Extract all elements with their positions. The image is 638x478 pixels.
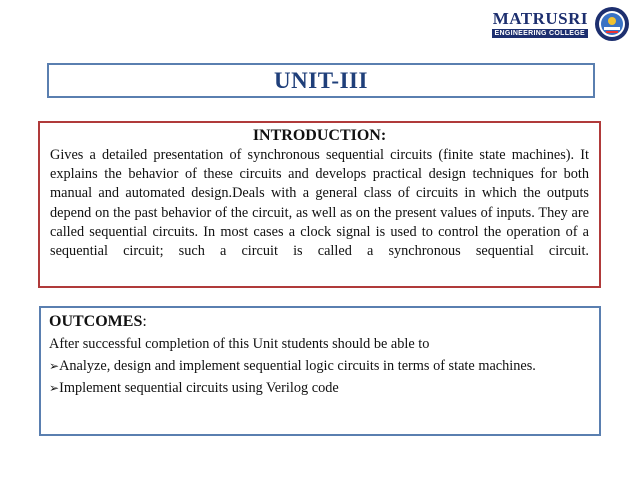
outcomes-heading: OUTCOMES <box>49 313 143 330</box>
outcome-item <box>49 377 591 399</box>
logo-text <box>492 10 589 38</box>
introduction-box <box>38 121 601 288</box>
outcomes-colon: : <box>142 313 147 330</box>
logo-name: MATRUSRI <box>492 9 588 28</box>
arrow-bullet-icon: ➢ <box>49 359 60 373</box>
unit-title: UNIT-III <box>274 67 368 93</box>
outcome-text: Analyze, design and implement sequential logic circuits in terms of state machines. <box>59 358 536 374</box>
outcome-item <box>49 355 591 377</box>
outcomes-heading-line <box>49 311 591 333</box>
arrow-bullet-icon: ➢ <box>49 381 60 395</box>
outcome-text: Implement sequential circuits using Verilog code <box>59 380 339 396</box>
college-logo <box>492 4 631 44</box>
introduction-heading: INTRODUCTION: <box>252 127 387 144</box>
outcomes-intro: After successful completion of this Unit students should be able to <box>49 336 430 352</box>
introduction-body: Gives a detailed presentation of synchronous sequential circuits (finite state machines). It explains the behavior of these circuits and develops practical design techniques for both manual and automated design.Deals with a general class of circuits in which the outputs depend on the past behavior of the circuit, as well as on the present values of inputs. They are called sequential circuits. In most cases a clock signal is used to control the operation of a sequential circuit; such a circuit is called a synchronous sequential circuit. <box>50 147 589 260</box>
unit-title-box <box>47 63 595 98</box>
logo-subtitle: ENGINEERING COLLEGE <box>492 29 589 38</box>
outcomes-box <box>39 306 601 436</box>
college-emblem-icon <box>594 6 630 42</box>
